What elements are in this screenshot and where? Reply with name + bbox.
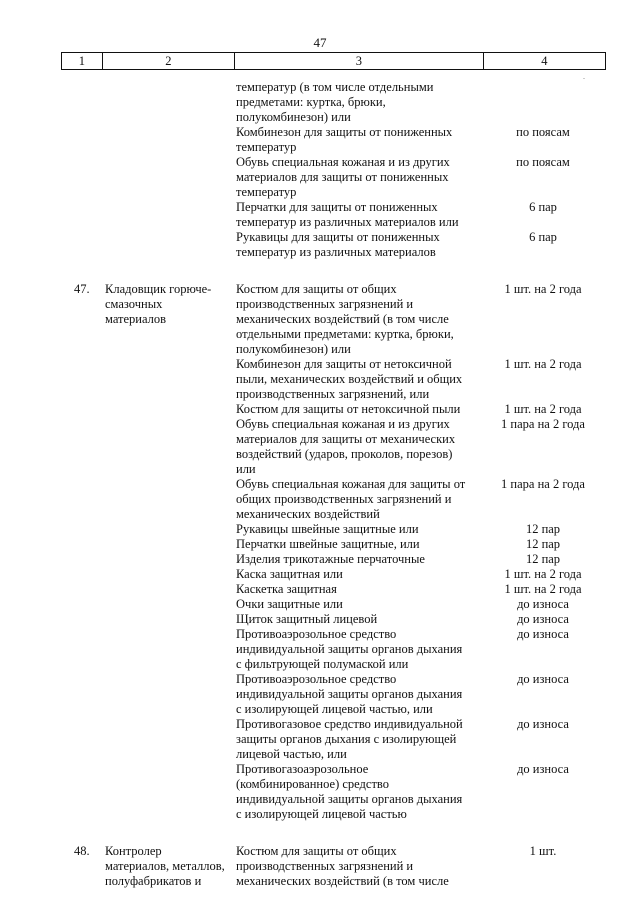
ppe-item-line: полукомбинезон) или xyxy=(236,342,351,356)
ppe-item-name xyxy=(236,844,482,889)
ppe-item-line: Очки защитные или xyxy=(236,597,343,611)
ppe-item-name xyxy=(236,597,482,612)
profession-line: материалов, металлов, xyxy=(105,859,225,873)
header-col-1: 1 xyxy=(62,53,103,69)
ppe-item-name xyxy=(236,762,482,822)
ppe-item xyxy=(236,627,604,672)
table-body xyxy=(61,80,604,889)
ppe-item xyxy=(236,230,604,260)
ppe-item-line: индивидуальной защиты органов дыхания xyxy=(236,687,463,701)
ppe-item xyxy=(236,612,604,627)
ppe-item-norm: 1 шт. на 2 года xyxy=(504,582,582,596)
ppe-item xyxy=(236,417,604,477)
ppe-item-line: механических воздействий xyxy=(236,507,380,521)
profession-name xyxy=(101,844,236,889)
ppe-item-line: Противоаэрозольное средство xyxy=(236,672,397,686)
ppe-item xyxy=(236,125,604,155)
ppe-item-name xyxy=(236,612,482,627)
ppe-item xyxy=(236,552,604,567)
row-spacer xyxy=(61,260,604,282)
ppe-item-line: Комбинезон для защиты от нетоксичной xyxy=(236,357,452,371)
scan-mark: - xyxy=(583,76,585,82)
ppe-item-name xyxy=(236,522,482,537)
ppe-item xyxy=(236,567,604,582)
ppe-item-norm: 12 пар xyxy=(525,522,561,536)
profession-line: полуфабрикатов и xyxy=(105,874,202,888)
ppe-item-line: индивидуальной защиты органов дыхания xyxy=(236,792,463,806)
profession-line: Контролер xyxy=(105,844,162,858)
profession-line: Кладовщик горюче- xyxy=(105,282,212,296)
ppe-item-name xyxy=(236,125,482,155)
row-number: 47. xyxy=(74,282,90,296)
ppe-list xyxy=(236,80,604,260)
ppe-item-line: Противогазовое средство индивидуальной xyxy=(236,717,463,731)
ppe-item-line: материалов для защиты от пониженных xyxy=(236,170,449,184)
ppe-item-line: лицевой частью, или xyxy=(236,747,347,761)
profession-line: материалов xyxy=(105,312,167,326)
ppe-item-line: производственных загрязнений и xyxy=(236,297,414,311)
ppe-item-norm: до износа xyxy=(517,612,569,626)
ppe-item-line: Костюм для защиты от общих xyxy=(236,282,397,296)
ppe-item-line: Рукавицы для защиты от пониженных xyxy=(236,230,440,244)
ppe-item-name xyxy=(236,717,482,762)
ppe-item-line: Обувь специальная кожаная и из других xyxy=(236,155,450,169)
ppe-item-line: или xyxy=(236,462,256,476)
table-row xyxy=(61,844,604,889)
row-number xyxy=(61,80,101,260)
table-header xyxy=(61,52,606,70)
ppe-item xyxy=(236,80,604,125)
ppe-item-line: с изолирующей лицевой частью xyxy=(236,807,407,821)
ppe-item-name xyxy=(236,155,482,200)
ppe-item-norm: по поясам xyxy=(516,125,570,139)
ppe-item-line: Обувь специальная кожаная и из других xyxy=(236,417,450,431)
ppe-item-line: материалов для защиты от механических xyxy=(236,432,456,446)
ppe-item xyxy=(236,672,604,717)
profession-name xyxy=(101,80,236,260)
ppe-item-name xyxy=(236,477,482,522)
ppe-item-line: производственных загрязнений, или xyxy=(236,387,430,401)
ppe-item-norm xyxy=(482,80,604,125)
header-col-3: 3 xyxy=(235,53,484,69)
ppe-item-line: с изолирующей лицевой частью, или xyxy=(236,702,433,716)
ppe-item xyxy=(236,522,604,537)
ppe-item-line: Перчатки швейные защитные, или xyxy=(236,537,420,551)
ppe-item-line: механических воздействий (в том числе xyxy=(236,874,449,888)
ppe-item-name xyxy=(236,230,482,260)
ppe-item-norm: 1 пара на 2 года xyxy=(501,477,585,491)
ppe-item-norm: до износа xyxy=(517,672,569,686)
ppe-item-line: Каскетка защитная xyxy=(236,582,337,596)
ppe-item xyxy=(236,402,604,417)
ppe-list xyxy=(236,282,604,822)
ppe-item-line: температур (в том числе отдельными xyxy=(236,80,434,94)
ppe-item xyxy=(236,717,604,762)
ppe-item-line: (комбинированное) средство xyxy=(236,777,389,791)
ppe-item-line: Противоаэрозольное средство xyxy=(236,627,397,641)
ppe-item-line: Каска защитная или xyxy=(236,567,343,581)
table-row xyxy=(61,80,604,260)
ppe-item-line: механических воздействий (в том числе xyxy=(236,312,449,326)
ppe-item-line: производственных загрязнений и xyxy=(236,859,414,873)
ppe-item-name xyxy=(236,537,482,552)
page-number: 47 xyxy=(313,35,327,50)
ppe-item xyxy=(236,597,604,612)
header-col-4: 4 xyxy=(541,54,548,68)
ppe-item-line: Противогазоаэрозольное xyxy=(236,762,369,776)
ppe-item-name xyxy=(236,402,482,417)
ppe-item-line: Костюм для защиты от нетоксичной пыли xyxy=(236,402,461,416)
ppe-item-line: пыли, механических воздействий и общих xyxy=(236,372,463,386)
ppe-item xyxy=(236,844,604,889)
ppe-item-name xyxy=(236,672,482,717)
ppe-item-name xyxy=(236,200,482,230)
ppe-item-line: защиты органов дыхания с изолирующей xyxy=(236,732,457,746)
ppe-item-line: температур xyxy=(236,185,297,199)
ppe-item-norm: 1 шт. на 2 года xyxy=(504,567,582,581)
ppe-item-line: Щиток защитный лицевой xyxy=(236,612,378,626)
ppe-item xyxy=(236,762,604,822)
ppe-item-norm: по поясам xyxy=(516,155,570,169)
row-spacer xyxy=(61,822,604,844)
ppe-item-line: полукомбинезон) или xyxy=(236,110,351,124)
ppe-item-norm: до износа xyxy=(517,597,569,611)
row-number: 48. xyxy=(74,844,90,858)
ppe-item-line: предметами: куртка, брюки, xyxy=(236,95,386,109)
ppe-item-line: воздействий (ударов, проколов, порезов) xyxy=(236,447,453,461)
table-row xyxy=(61,282,604,822)
ppe-item xyxy=(236,582,604,597)
ppe-item-line: Костюм для защиты от общих xyxy=(236,844,397,858)
ppe-item-name xyxy=(236,567,482,582)
ppe-item-line: Изделия трикотажные перчаточные xyxy=(236,552,425,566)
ppe-item-line: Рукавицы швейные защитные или xyxy=(236,522,419,536)
ppe-item xyxy=(236,200,604,230)
ppe-item-norm: 12 пар xyxy=(525,537,561,551)
ppe-item-line: температур из различных материалов или xyxy=(236,215,459,229)
ppe-item-norm: до износа xyxy=(517,762,569,776)
ppe-item-norm: 12 пар xyxy=(525,552,561,566)
ppe-item-norm: 6 пар xyxy=(529,230,557,244)
ppe-item xyxy=(236,155,604,200)
profession-name xyxy=(101,282,236,822)
ppe-item-line: температур xyxy=(236,140,297,154)
ppe-item-line: температур из различных материалов xyxy=(236,245,436,259)
ppe-item-norm: 1 пара на 2 года xyxy=(501,417,585,431)
ppe-item-norm: 1 шт. на 2 года xyxy=(504,357,582,371)
ppe-item xyxy=(236,537,604,552)
ppe-item-name xyxy=(236,417,482,477)
ppe-item-line: индивидуальной защиты органов дыхания xyxy=(236,642,463,656)
ppe-item xyxy=(236,357,604,402)
ppe-list xyxy=(236,844,604,889)
ppe-item-norm: 1 шт. на 2 года xyxy=(504,402,582,416)
ppe-item-norm: 1 шт. xyxy=(529,844,557,858)
ppe-item-line: Перчатки для защиты от пониженных xyxy=(236,200,438,214)
ppe-item-line: Обувь специальная кожаная для защиты от xyxy=(236,477,466,491)
profession-line: смазочных xyxy=(105,297,163,311)
ppe-item-name xyxy=(236,80,482,125)
ppe-item-name xyxy=(236,357,482,402)
ppe-item-line: общих производственных загрязнений и xyxy=(236,492,452,506)
ppe-item-norm: до износа xyxy=(517,717,569,731)
ppe-item-line: Комбинезон для защиты от пониженных xyxy=(236,125,453,139)
ppe-item-norm: до износа xyxy=(517,627,569,641)
ppe-item-norm: 1 шт. на 2 года xyxy=(504,282,582,296)
ppe-item-norm: 6 пар xyxy=(529,200,557,214)
ppe-item-name xyxy=(236,582,482,597)
ppe-item xyxy=(236,282,604,357)
ppe-item-name xyxy=(236,282,482,357)
ppe-item-line: с фильтрующей полумаской или xyxy=(236,657,409,671)
ppe-item-name xyxy=(236,552,482,567)
ppe-item xyxy=(236,477,604,522)
ppe-item-line: отдельными предметами: куртка, брюки, xyxy=(236,327,454,341)
ppe-item-name xyxy=(236,627,482,672)
header-col-2: 2 xyxy=(103,53,235,69)
